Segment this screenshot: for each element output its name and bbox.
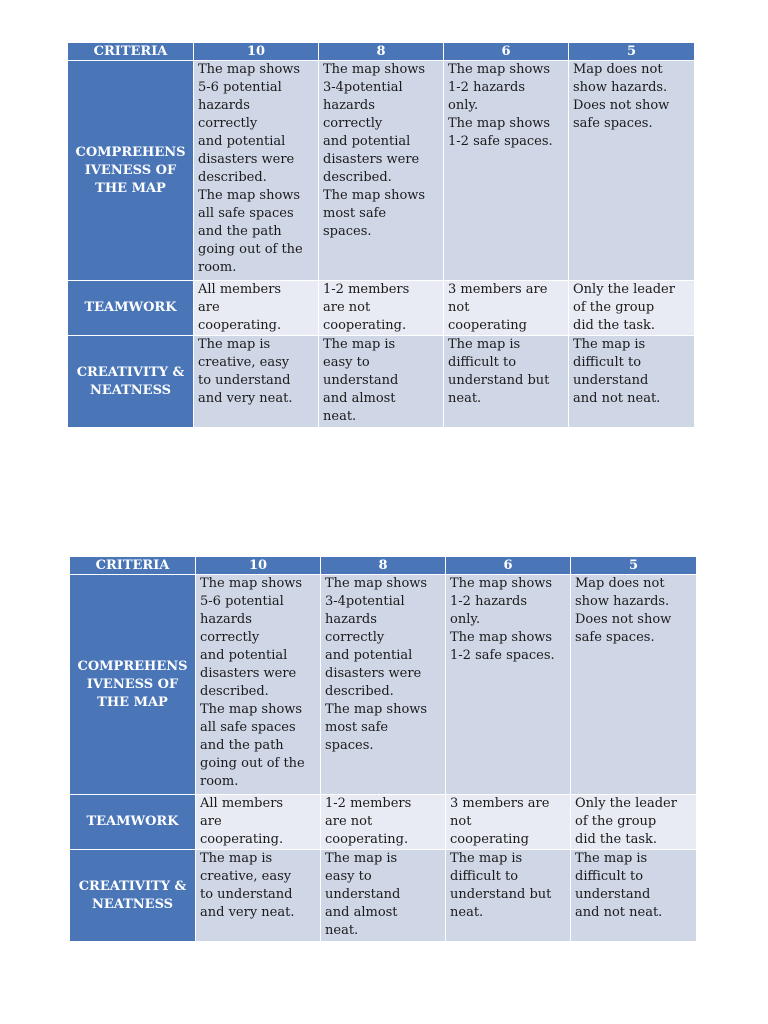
criteria-comprehensiveness: COMPREHENS IVENESS OF THE MAP — [70, 575, 196, 795]
cell-teamwork-6: 3 members are not cooperating — [446, 795, 571, 850]
cell-comprehensiveness-8: The map shows 3-4potential hazards correctly and potential disasters were described. The map shows most safe spaces. — [319, 61, 444, 281]
criteria-creativity: CREATIVITY & NEATNESS — [68, 336, 194, 428]
header-score-5: 5 — [569, 43, 695, 61]
cell-comprehensiveness-8: The map shows 3-4potential hazards correctly and potential disasters were described. The map shows most safe spaces. — [321, 575, 446, 795]
cell-creativity-6: The map is difficult to understand but neat. — [446, 850, 571, 942]
header-criteria: CRITERIA — [68, 43, 194, 61]
header-score-6: 6 — [446, 557, 571, 575]
header-row — [68, 43, 695, 61]
header-row — [70, 557, 697, 575]
cell-creativity-5: The map is difficult to understand and not neat. — [569, 336, 695, 428]
cell-comprehensiveness-10: The map shows 5-6 potential hazards correctly and potential disasters were described. The map shows all safe spaces and the path going out of the room. — [196, 575, 321, 795]
cell-teamwork-8: 1-2 members are not cooperating. — [321, 795, 446, 850]
cell-creativity-5: The map is difficult to understand and not neat. — [571, 850, 697, 942]
criteria-comprehensiveness: COMPREHENS IVENESS OF THE MAP — [68, 61, 194, 281]
header-score-5: 5 — [571, 557, 697, 575]
criteria-teamwork: TEAMWORK — [68, 281, 194, 336]
cell-creativity-10: The map is creative, easy to understand and very neat. — [194, 336, 319, 428]
rubric-table-2 — [69, 556, 697, 942]
cell-comprehensiveness-5: Map does not show hazards. Does not show safe spaces. — [571, 575, 697, 795]
cell-teamwork-10: All members are cooperating. — [196, 795, 321, 850]
cell-comprehensiveness-6: The map shows 1-2 hazards only. The map shows 1-2 safe spaces. — [444, 61, 569, 281]
row-creativity — [70, 850, 697, 942]
cell-teamwork-5: Only the leader of the group did the task. — [569, 281, 695, 336]
cell-comprehensiveness-10: The map shows 5-6 potential hazards correctly and potential disasters were described. The map shows all safe spaces and the path going out of the room. — [194, 61, 319, 281]
header-score-8: 8 — [321, 557, 446, 575]
criteria-creativity: CREATIVITY & NEATNESS — [70, 850, 196, 942]
cell-teamwork-8: 1-2 members are not cooperating. — [319, 281, 444, 336]
header-criteria: CRITERIA — [70, 557, 196, 575]
cell-teamwork-6: 3 members are not cooperating — [444, 281, 569, 336]
rubric-table-1 — [67, 42, 695, 428]
cell-creativity-8: The map is easy to understand and almost neat. — [319, 336, 444, 428]
cell-comprehensiveness-6: The map shows 1-2 hazards only. The map shows 1-2 safe spaces. — [446, 575, 571, 795]
row-comprehensiveness — [70, 575, 697, 795]
cell-creativity-6: The map is difficult to understand but neat. — [444, 336, 569, 428]
cell-teamwork-5: Only the leader of the group did the task. — [571, 795, 697, 850]
header-score-10: 10 — [196, 557, 321, 575]
cell-creativity-8: The map is easy to understand and almost neat. — [321, 850, 446, 942]
header-score-10: 10 — [194, 43, 319, 61]
cell-teamwork-10: All members are cooperating. — [194, 281, 319, 336]
header-score-6: 6 — [444, 43, 569, 61]
criteria-teamwork: TEAMWORK — [70, 795, 196, 850]
row-comprehensiveness — [68, 61, 695, 281]
header-score-8: 8 — [319, 43, 444, 61]
cell-comprehensiveness-5: Map does not show hazards. Does not show safe spaces. — [569, 61, 695, 281]
cell-creativity-10: The map is creative, easy to understand and very neat. — [196, 850, 321, 942]
row-creativity — [68, 336, 695, 428]
row-teamwork — [68, 281, 695, 336]
row-teamwork — [70, 795, 697, 850]
